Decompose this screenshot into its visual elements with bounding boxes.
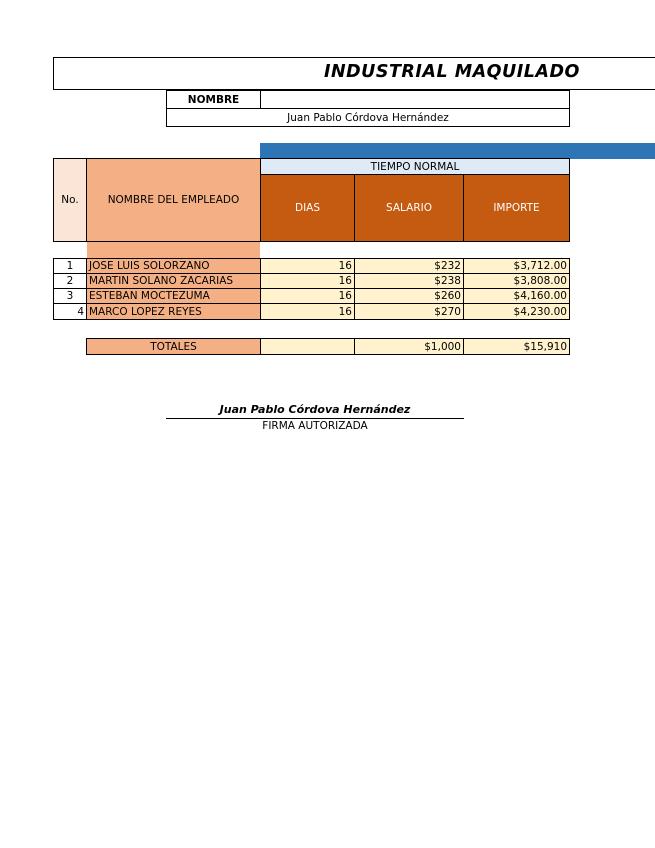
- row-dias: 16: [260, 288, 355, 304]
- company-title: INDUSTRIAL MAQUILADO: [324, 62, 580, 82]
- totals-label: TOTALES: [86, 338, 261, 355]
- nombre-value: Juan Pablo Córdova Hernández: [166, 108, 570, 127]
- row-name: MARCO LOPEZ REYES: [86, 303, 261, 320]
- row-salario: $260: [354, 288, 464, 304]
- row-salario: $238: [354, 273, 464, 289]
- blue-band: [260, 143, 655, 159]
- row-dias: 16: [260, 273, 355, 289]
- col-no-header: No.: [53, 158, 87, 242]
- name-spacer: [87, 242, 260, 258]
- totals-dias: [260, 338, 355, 355]
- row-importe: $3,712.00: [463, 258, 570, 274]
- totals-salario: $1,000: [354, 338, 464, 355]
- tiempo-normal-header: TIEMPO NORMAL: [260, 158, 570, 175]
- nombre-empty-cell: [260, 90, 570, 109]
- row-importe: $4,230.00: [463, 303, 570, 320]
- col-dias-header: DIAS: [260, 174, 355, 242]
- row-salario: $270: [354, 303, 464, 320]
- row-name: ESTEBAN MOCTEZUMA: [86, 288, 261, 304]
- title-box: [53, 57, 655, 90]
- row-no: 3: [53, 288, 87, 304]
- signature-name: Juan Pablo Córdova Hernández: [166, 403, 464, 419]
- col-importe-header: IMPORTE: [463, 174, 570, 242]
- row-name: JOSE LUIS SOLORZANO: [86, 258, 261, 274]
- row-importe: $3,808.00: [463, 273, 570, 289]
- col-salario-header: SALARIO: [354, 174, 464, 242]
- row-dias: 16: [260, 258, 355, 274]
- row-importe: $4,160.00: [463, 288, 570, 304]
- row-no: 4: [53, 303, 87, 320]
- row-no: 2: [53, 273, 87, 289]
- col-name-header: NOMBRE DEL EMPLEADO: [86, 158, 261, 242]
- row-salario: $232: [354, 258, 464, 274]
- nombre-label: NOMBRE: [166, 90, 261, 109]
- row-name: MARTIN SOLANO ZACARIAS: [86, 273, 261, 289]
- row-no: 1: [53, 258, 87, 274]
- row-dias: 16: [260, 303, 355, 320]
- totals-importe: $15,910: [463, 338, 570, 355]
- signature-caption: FIRMA AUTORIZADA: [262, 420, 368, 432]
